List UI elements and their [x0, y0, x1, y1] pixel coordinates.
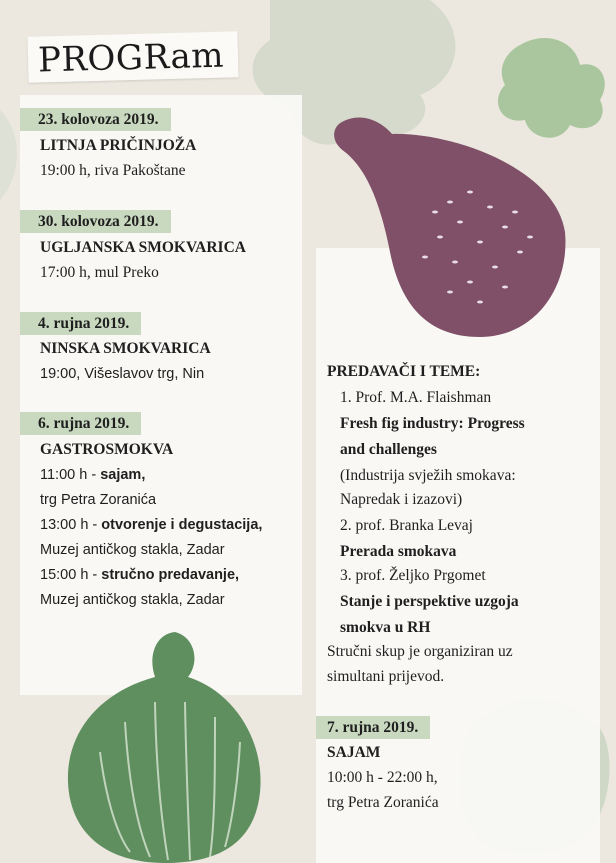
event-date-tag [20, 412, 141, 435]
event-date: 7. rujna 2019. [327, 719, 419, 736]
green-fig-illustration [60, 632, 275, 863]
schedule-line: Muzej antičkog stakla, Zadar [40, 542, 225, 558]
event-detail: 19:00 h, riva Pakoštane [40, 162, 186, 179]
lectures-note: simultani prijevod. [327, 668, 445, 685]
lectures-heading: PREDAVAČI I TEME: [327, 363, 481, 380]
event-name: SAJAM [327, 744, 381, 761]
lecture-title: smokva u RH [340, 619, 431, 636]
program-title [27, 31, 238, 82]
lecture-title: Stanje i perspektive uzgoja [340, 593, 519, 610]
event-date: 6. rujna 2019. [38, 415, 130, 432]
lecture-title: Prerada smokava [340, 543, 457, 560]
lecture-speaker: 2. prof. Branka Levaj [340, 517, 473, 534]
event-date: 4. rujna 2019. [38, 315, 130, 332]
event-name: GASTROSMOKVA [40, 441, 174, 458]
event-date-tag [20, 312, 141, 335]
schedule-line: Muzej antičkog stakla, Zadar [40, 592, 225, 608]
lecture-title: Fresh fig industry: Progress [340, 415, 525, 432]
event-detail: 17:00 h, mul Preko [40, 264, 159, 281]
event-date-tag [20, 108, 171, 131]
lecture-title: and challenges [340, 441, 437, 458]
lecture-speaker: 3. prof. Željko Prgomet [340, 567, 486, 584]
schedule-line: 11:00 h - sajam, [40, 467, 146, 483]
event-date: 23. kolovoza 2019. [38, 111, 159, 128]
event-detail: 19:00, Višeslavov trg, Nin [40, 366, 205, 382]
event-date-tag [20, 210, 171, 233]
event-name: UGLJANSKA SMOKVARICA [40, 239, 246, 256]
lecture-note: (Industrija svježih smokava: [340, 467, 516, 484]
lecture-speaker: 1. Prof. M.A. Flaishman [340, 389, 492, 406]
lecture-note: Napredak i izazovi) [340, 491, 463, 508]
event-detail: trg Petra Zoranića [327, 794, 439, 811]
event-date: 30. kolovoza 2019. [38, 213, 159, 230]
purple-fig-illustration [330, 112, 580, 342]
schedule-line: trg Petra Zoranića [40, 492, 157, 508]
event-date-tag [316, 716, 430, 739]
fig-leaf-illustration [0, 110, 17, 200]
schedule-line: 15:00 h - stručno predavanje, [40, 567, 240, 583]
program-title-text: PROGRam [37, 35, 225, 81]
schedule-line: 13:00 h - otvorenje i degustacija, [40, 517, 263, 533]
lectures-note: Stručni skup je organiziran uz [327, 643, 513, 660]
event-detail: 10:00 h - 22:00 h, [327, 769, 438, 786]
event-name: LITNJA PRIČINJOŽA [40, 137, 197, 154]
event-name: NINSKA SMOKVARICA [40, 340, 211, 357]
